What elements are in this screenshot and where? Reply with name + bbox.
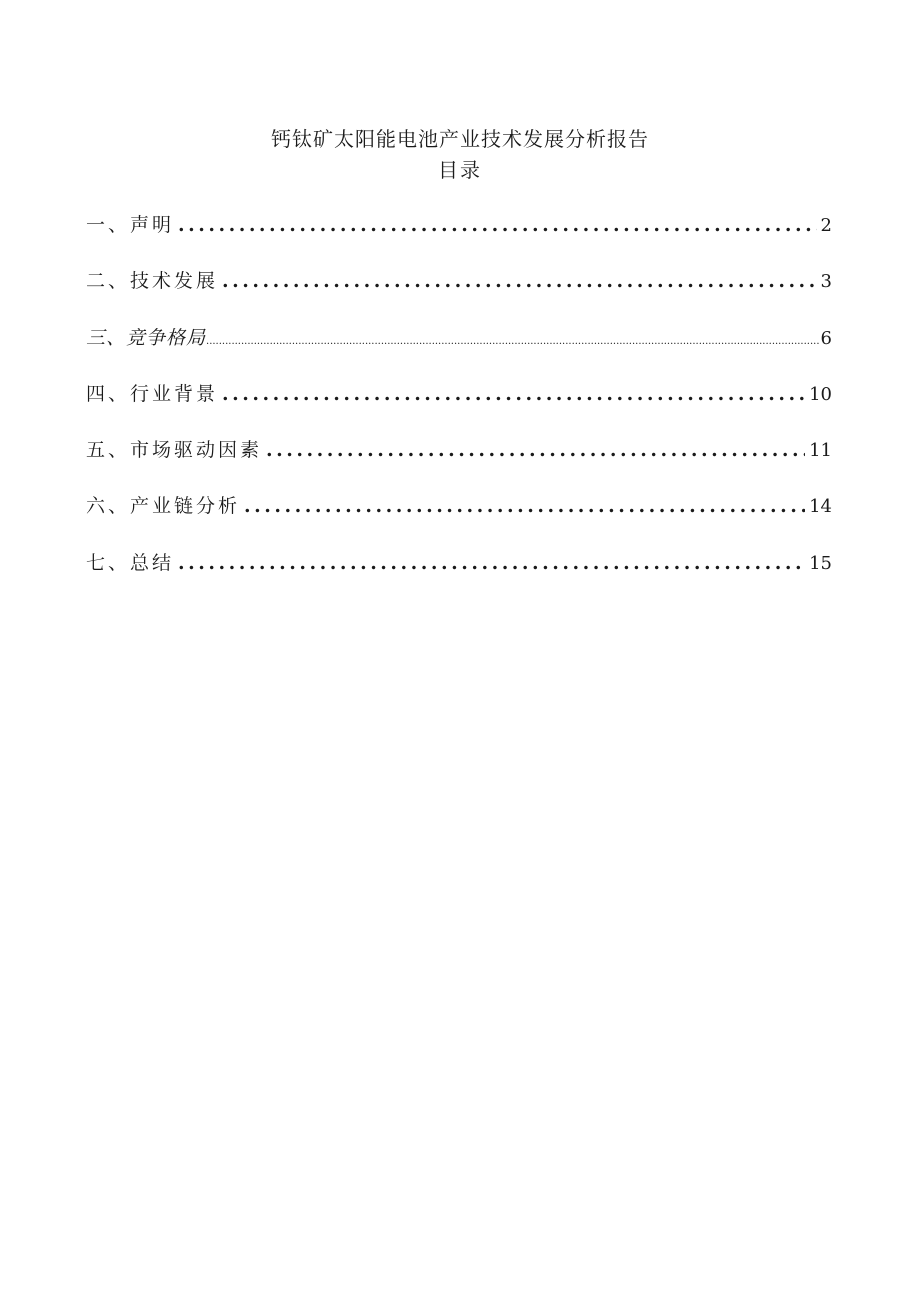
toc-heading: 目录 bbox=[438, 158, 482, 182]
toc-entry-technology-development[interactable] bbox=[86, 266, 832, 322]
table-of-contents bbox=[86, 210, 832, 604]
toc-entry-label: 六、产业链分析 bbox=[86, 495, 241, 518]
toc-entry-competitive-landscape[interactable] bbox=[86, 323, 832, 379]
toc-entry-summary[interactable] bbox=[86, 548, 832, 604]
toc-page-number: 3 bbox=[820, 271, 832, 293]
toc-page-number: 10 bbox=[809, 383, 832, 405]
toc-entry-market-drivers[interactable] bbox=[86, 435, 832, 491]
document-title: 钙钛矿太阳能电池产业技术发展分析报告 bbox=[271, 127, 649, 151]
toc-entry-statement[interactable] bbox=[86, 210, 832, 266]
toc-page-number: 11 bbox=[809, 440, 832, 462]
toc-page-number: 14 bbox=[809, 496, 832, 518]
toc-entry-label: 一、声明 bbox=[86, 214, 175, 236]
toc-page-number: 2 bbox=[820, 215, 832, 236]
toc-entry-label: 七、总结 bbox=[86, 551, 175, 574]
toc-entry-label: 二、技术发展 bbox=[86, 270, 219, 293]
toc-entry-label: 五、市场驱动因素 bbox=[86, 439, 263, 462]
toc-dot-leader bbox=[244, 491, 805, 521]
toc-page-number: 15 bbox=[809, 552, 832, 574]
toc-entry-label: 三、竞争格局 bbox=[86, 326, 207, 349]
toc-dot-leader bbox=[206, 327, 820, 357]
toc-dot-leader bbox=[222, 266, 817, 296]
toc-entry-industry-chain[interactable] bbox=[86, 491, 832, 547]
toc-entry-label: 四、行业背景 bbox=[86, 382, 219, 405]
toc-dot-leader bbox=[178, 548, 805, 578]
toc-entry-industry-background[interactable] bbox=[86, 379, 832, 435]
toc-dot-leader bbox=[266, 435, 805, 465]
toc-dot-leader bbox=[222, 379, 805, 409]
toc-dot-leader bbox=[178, 210, 817, 240]
toc-page-number: 6 bbox=[820, 327, 832, 349]
